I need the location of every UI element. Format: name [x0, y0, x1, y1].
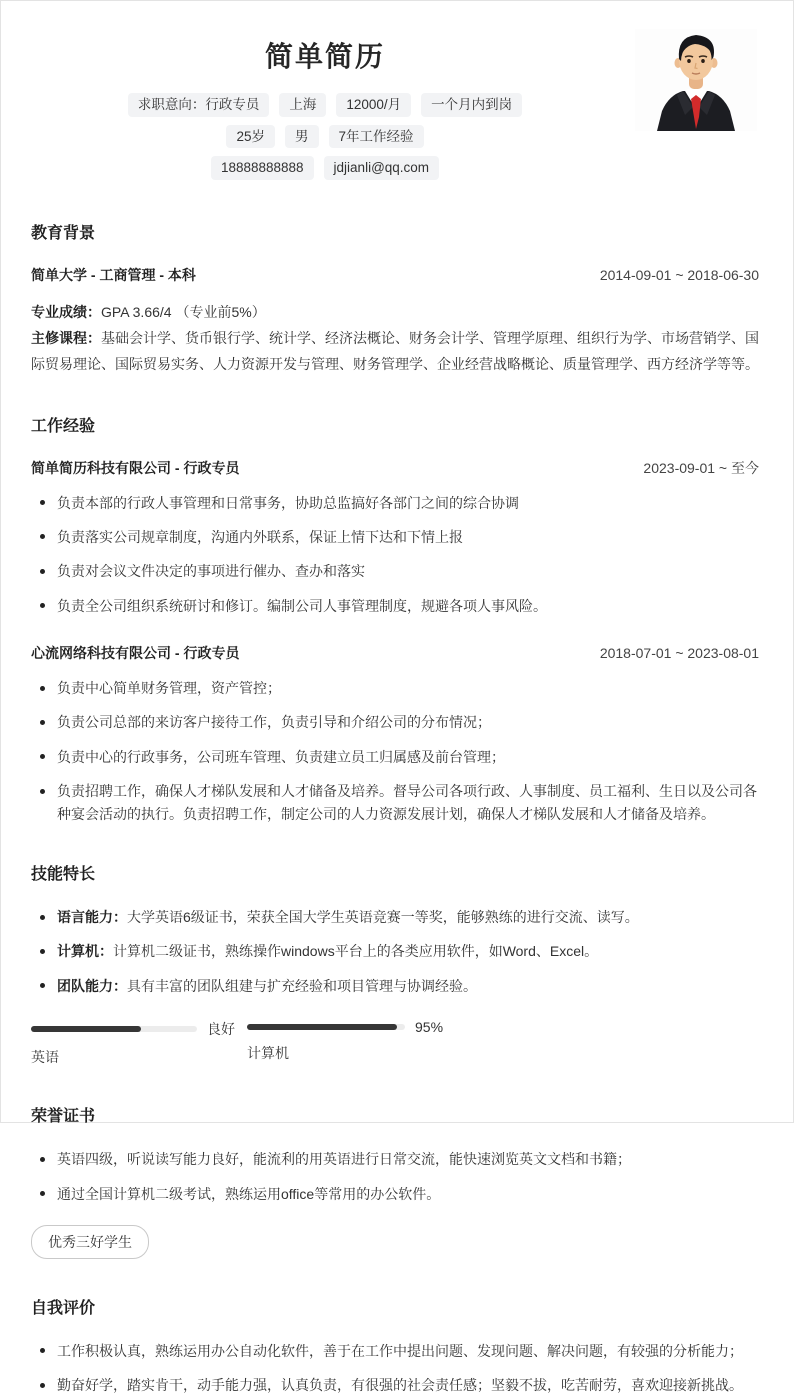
job-duty: 负责公司总部的来访客户接待工作，负责引导和介绍公司的分布情况； [31, 711, 759, 733]
tag-job-intent: 求职意向：行政专员 [128, 93, 270, 117]
job-duty: 负责全公司组织系统研讨和修订。编制公司人事管理制度，规避各项人事风险。 [31, 595, 759, 617]
education-heading: 教育背景 [31, 224, 96, 242]
profile-tag-row [31, 125, 619, 149]
gpa-value: GPA 3.66/4 （专业前5%） [101, 303, 266, 320]
job-dates: 2018-07-01 ~ 2023-08-01 [599, 645, 759, 662]
progress-track [31, 1026, 197, 1032]
job-duty-list [31, 492, 759, 618]
school-degree: 简单大学 - 工商管理 - 本科 [31, 266, 196, 283]
self-evaluation-list [31, 1340, 759, 1397]
job-entry [31, 458, 759, 618]
courses-row [31, 325, 759, 377]
section-skills [31, 861, 759, 1067]
company-position: 简单简历科技有限公司 - 行政专员 [31, 459, 240, 476]
gpa-label: 专业成绩： [31, 303, 101, 320]
skill-bar-english [31, 1019, 247, 1067]
skill-text: 大学英语6级证书，荣获全国大学生英语竞赛一等奖，能够熟练的进行交流、读写。 [127, 909, 639, 926]
tag-availability: 一个月内到岗 [421, 93, 522, 117]
job-duty: 负责本部的行政人事管理和日常事务，协助总监搞好各部门之间的综合协调 [31, 492, 759, 514]
tag-phone: 18888888888 [211, 156, 314, 180]
skill-label: 语言能力： [57, 909, 127, 926]
courses-value: 基础会计学、货币银行学、统计学、经济法概论、财务会计学、管理学原理、组织行为学、市场营销学、国际贸易理论、国际贸易实务、人力资源开发与管理、财务管理学、企业经营战略概论、质量管理学、西方经济学等等。 [31, 329, 759, 372]
progress-name: 计算机 [247, 1045, 289, 1062]
job-duty-list [31, 677, 759, 825]
education-entry-head [31, 265, 759, 285]
bar-line [247, 1019, 457, 1035]
self-evaluation-item: 工作积极认真，熟练运用办公自动化软件，善于在工作中提出问题、发现问题、解决问题，有较强的分析能力； [31, 1340, 759, 1362]
resume-header [31, 35, 759, 180]
job-entry [31, 643, 759, 825]
honor-item: 英语四级，听说读写能力良好，能流利的用英语进行日常交流，能快速浏览英文文档和书籍； [31, 1148, 759, 1170]
self-evaluation-heading: 自我评价 [31, 1299, 96, 1317]
bar-line [31, 1019, 247, 1039]
page-title: 简单简历 [264, 41, 385, 72]
job-duty: 负责对会议文件决定的事项进行催办、查办和落实 [31, 560, 759, 582]
progress-value: 95% [415, 1019, 444, 1036]
work-heading: 工作经验 [31, 417, 96, 435]
section-self-evaluation [31, 1295, 759, 1397]
contact-tag-row [31, 156, 619, 180]
tag-experience-years: 7年工作经验 [329, 125, 424, 149]
skills-heading: 技能特长 [31, 866, 96, 884]
honor-badge: 优秀三好学生 [31, 1225, 149, 1259]
progress-value: 良好 [207, 1021, 235, 1038]
job-duty: 负责中心简单财务管理，资产管控； [31, 677, 759, 699]
job-duty: 负责落实公司规章制度，沟通内外联系，保证上情下达和下情上报 [31, 526, 759, 548]
progress-track [247, 1024, 405, 1030]
skill-item [31, 906, 759, 928]
section-honors [31, 1103, 759, 1259]
tag-gender: 男 [285, 125, 319, 149]
tag-email: jdjianli@qq.com [324, 156, 440, 180]
skill-list [31, 906, 759, 997]
job-duty: 负责中心的行政事务，公司班车管理、负责建立员工归属感及前台管理； [31, 746, 759, 768]
skill-text: 具有丰富的团队组建与扩充经验和项目管理与协调经验。 [127, 977, 477, 994]
tag-age: 25岁 [226, 125, 275, 149]
portrait-illustration-svg [635, 29, 757, 131]
progress-name: 英语 [31, 1049, 59, 1066]
job-entry-head [31, 643, 759, 663]
job-entry-head [31, 458, 759, 478]
honor-list [31, 1148, 759, 1205]
tag-city: 上海 [279, 93, 326, 117]
profile-photo [635, 29, 757, 131]
honor-item: 通过全国计算机二级考试，熟练运用office等常用的办公软件。 [31, 1183, 759, 1205]
honors-heading: 荣誉证书 [31, 1108, 96, 1126]
progress-fill [31, 1026, 141, 1032]
skill-item [31, 975, 759, 997]
self-evaluation-item: 勤奋好学，踏实肯干，动手能力强，认真负责，有很强的社会责任感；坚毅不拔，吃苦耐劳，喜欢迎接新挑战。 [31, 1374, 759, 1396]
job-duty: 负责招聘工作，确保人才梯队发展和人才储备及培养。督导公司各项行政、人事制度、员工福利、生日以及公司各种宴会活动的执行。负责招聘工作，制定公司的人力资源发展计划，确保人才梯队发展和人才储备及培养。 [31, 780, 759, 825]
section-education [31, 220, 759, 377]
intent-tag-row [31, 93, 619, 117]
gpa-row [31, 299, 759, 325]
skill-text: 计算机二级证书，熟练操作windows平台上的各类应用软件，如Word、Excel。 [113, 943, 599, 960]
progress-fill [247, 1024, 397, 1030]
skill-item [31, 940, 759, 962]
skill-bars [31, 1019, 759, 1067]
skill-label: 计算机： [57, 943, 113, 960]
section-work-experience [31, 413, 759, 826]
job-dates: 2023-09-01 ~ 至今 [643, 459, 759, 476]
courses-label: 主修课程： [31, 329, 101, 346]
education-dates: 2014-09-01 ~ 2018-06-30 [599, 266, 759, 283]
company-position: 心流网络科技有限公司 - 行政专员 [31, 645, 240, 662]
skill-label: 团队能力： [57, 977, 127, 994]
tag-salary: 12000/月 [336, 93, 411, 117]
skill-bar-computer [247, 1019, 457, 1067]
